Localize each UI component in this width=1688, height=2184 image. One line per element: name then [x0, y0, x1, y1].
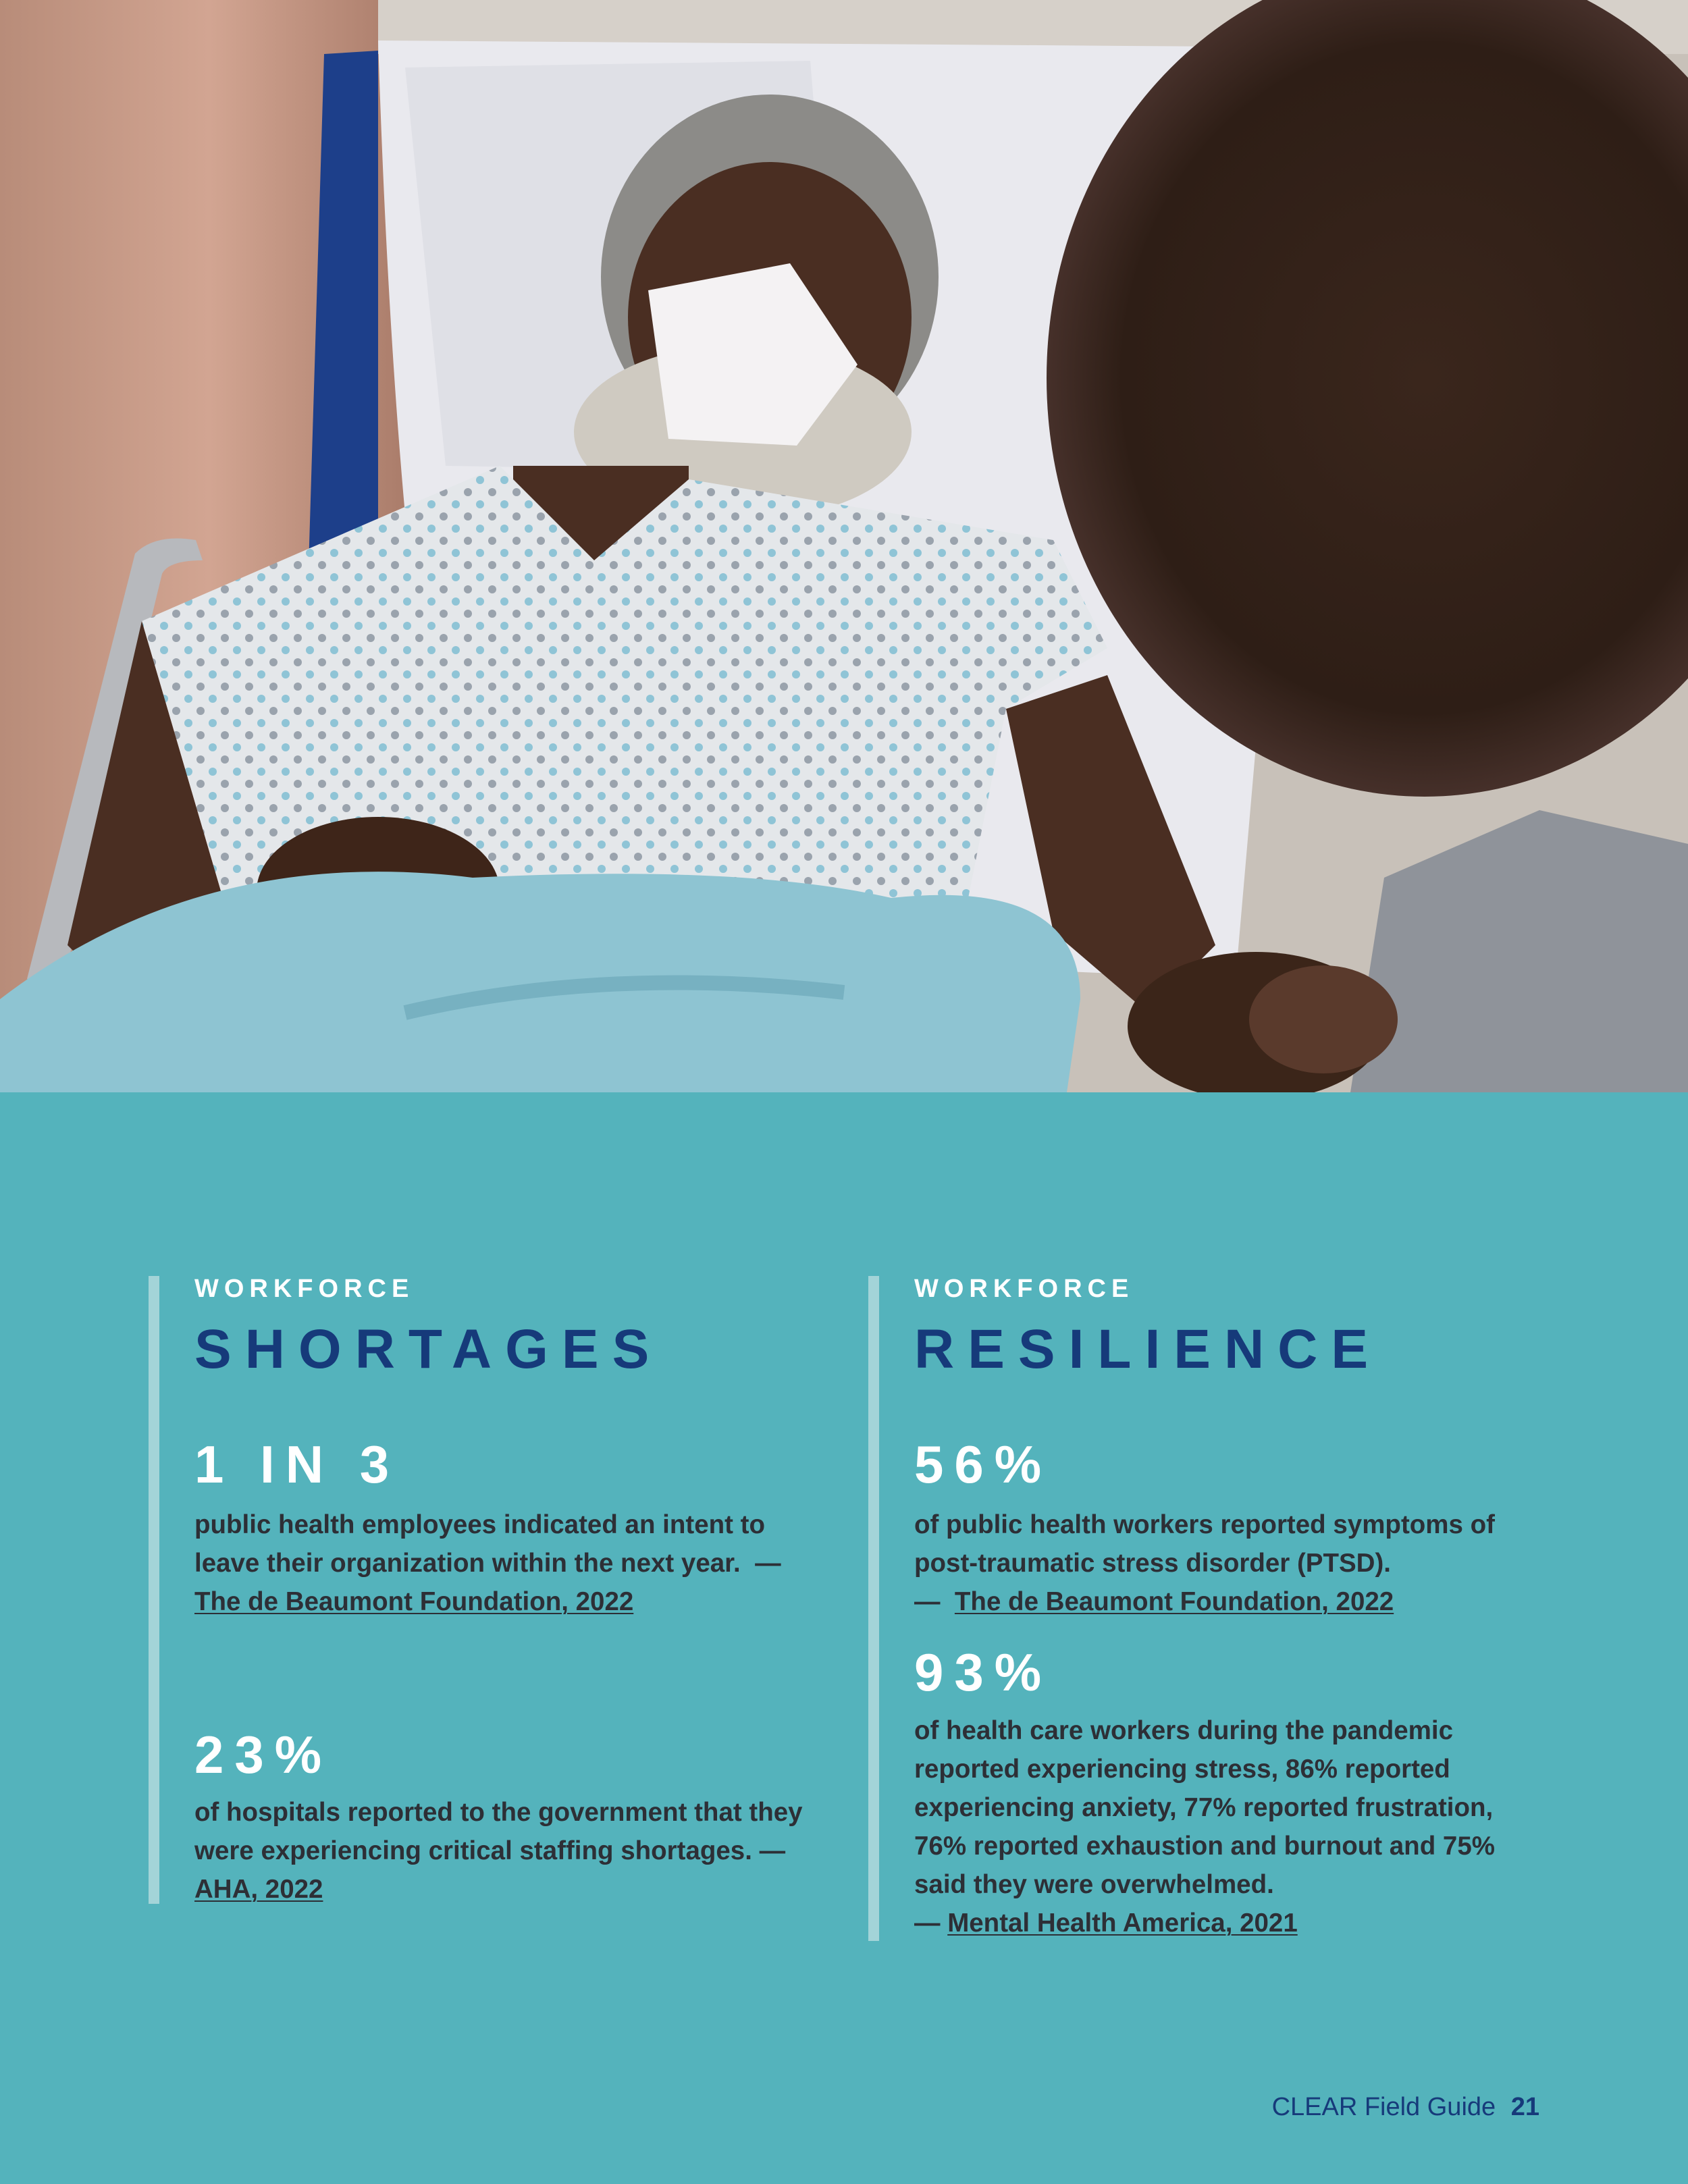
source-dash: —: [914, 1587, 941, 1616]
source-link[interactable]: The de Beaumont Foundation, 2022: [194, 1587, 634, 1616]
stat-figure: 93%: [914, 1643, 1053, 1702]
source-link[interactable]: The de Beaumont Foundation, 2022: [954, 1587, 1394, 1616]
section-headline: RESILIENCE: [914, 1319, 1382, 1380]
source-dash: —: [755, 1549, 781, 1578]
source-dash: —: [914, 1909, 941, 1938]
section-kicker: WORKFORCE: [194, 1275, 415, 1303]
stat-text: of health care workers during the pandemic reported experiencing stress, 86% reported experiencing anxiety, 77% reported frustration, 76% reported exhaustion and burnout and 75% said they were overwhelmed.: [914, 1716, 1495, 1899]
section-kicker: WORKFORCE: [914, 1275, 1134, 1303]
publication-title: CLEAR Field Guide: [1271, 2093, 1496, 2121]
stat-figure: 56%: [914, 1435, 1053, 1494]
stat-text: of public health workers reported symptoms of post-traumatic stress disorder (PTSD).: [914, 1510, 1495, 1578]
source-dash: —: [759, 1836, 786, 1865]
stat-text: of hospitals reported to the government that they were experiencing critical staffing shortages.: [194, 1798, 803, 1865]
shortages-column: [149, 1276, 835, 1904]
page-footer: [1272, 2093, 1539, 2122]
source-link[interactable]: Mental Health America, 2021: [947, 1909, 1298, 1938]
stat-text: public health employees indicated an intent to leave their organization within the next year.: [194, 1510, 765, 1578]
section-headline: SHORTAGES: [194, 1319, 663, 1380]
stat-description: [194, 1793, 816, 1909]
source-link[interactable]: AHA, 2022: [194, 1875, 323, 1904]
page-number: 21: [1510, 2093, 1539, 2121]
stat-figure: 23%: [194, 1725, 333, 1784]
stat-description: [914, 1711, 1535, 1942]
stat-description: [914, 1506, 1535, 1621]
resilience-column: [868, 1276, 1554, 1941]
stat-description: [194, 1506, 816, 1621]
stat-figure: 1 IN 3: [194, 1435, 400, 1494]
